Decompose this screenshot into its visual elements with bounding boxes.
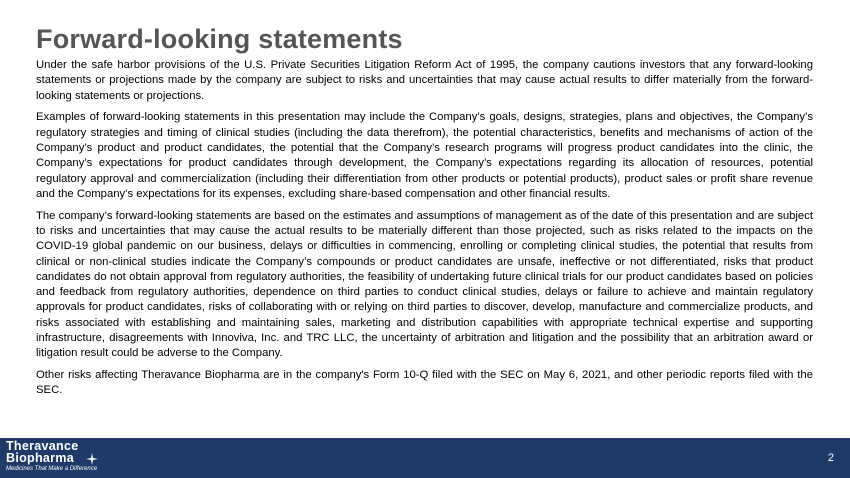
company-logo (6, 441, 97, 474)
footer-bar (0, 438, 850, 478)
paragraph-other-risks: Other risks affecting Theravance Biopharma are in the company's Form 10-Q filed with the SEC on May 6, 2021, and other periodic reports filed with the SEC. (36, 369, 813, 397)
page-number: 2 (827, 452, 834, 464)
logo-star-icon (86, 453, 98, 465)
paragraph-risks: The company’s forward-looking statements are based on the estimates and assumptions of management as of the date of this presentation and are subject to risks and uncertainties that may cause the actual results to be materially different than those projected, such as risks related to the impacts on the COVID-19 global pandemic on our business, delays or difficulties in commencing, enrolling or completing clinical studies, the potential that results from clinical or non-clinical studies indicate the Company’s compounds or product candidates are unsafe, ineffective or not differentiated, risks that product candidates do not obtain approval from regulatory authorities, the feasibility of undertaking future clinical trials for our product candidates based on policies and feedback from regulatory authorities, dependence on third parties to conduct clinical studies, delays or failure to achieve and maintain regulatory approvals for product candidates, risks of collaborating with or relying on third parties to discover, develop, manufacture and commercialize products, and risks associated with establishing and maintaining sales, marketing and distribution capabilities with appropriate technical expertise and supporting infrastructure, disagreements with Innoviva, Inc. and TRC LLC, the uncertainty of arbitration and litigation and the possibility that an arbitration award or litigation result could be adverse to the Company. (36, 209, 813, 360)
paragraph-examples: Examples of forward-looking statements in this presentation may include the Company’s goals, designs, strategies, plans and objectives, the Company’s regulatory strategies and timing of clinical studies (including the data therefrom), the potential characteristics, benefits and mechanisms of action of the Company’s product and product candidates, the potential that the Company’s research programs will progress product candidates into the clinic, the Company’s expectations for product candidates through development, the Company’s expectations regarding its allocation of resources, potential regulatory approval and commercialization (including their differentiation from other products or potential products), product sales or profit share revenue and the Company’s expectations for its expenses, excluding share-based compensation and other financial results. (36, 111, 813, 200)
logo-tagline: Medicines That Make a Difference (6, 466, 98, 472)
body-text (36, 58, 813, 405)
page-title: Forward-looking statements (36, 24, 403, 54)
logo-line-1: Theravance (6, 439, 79, 453)
paragraph-safe-harbor: Under the safe harbor provisions of the U.S. Private Securities Litigation Reform Act of 1995, the company cautions investors that any forward-looking statements or projections made by the company are subject to risks and uncertainties that may cause actual results to differ materially from the forward-looking statements or projections. (36, 59, 813, 102)
logo-line-2: Biopharma (6, 450, 74, 465)
